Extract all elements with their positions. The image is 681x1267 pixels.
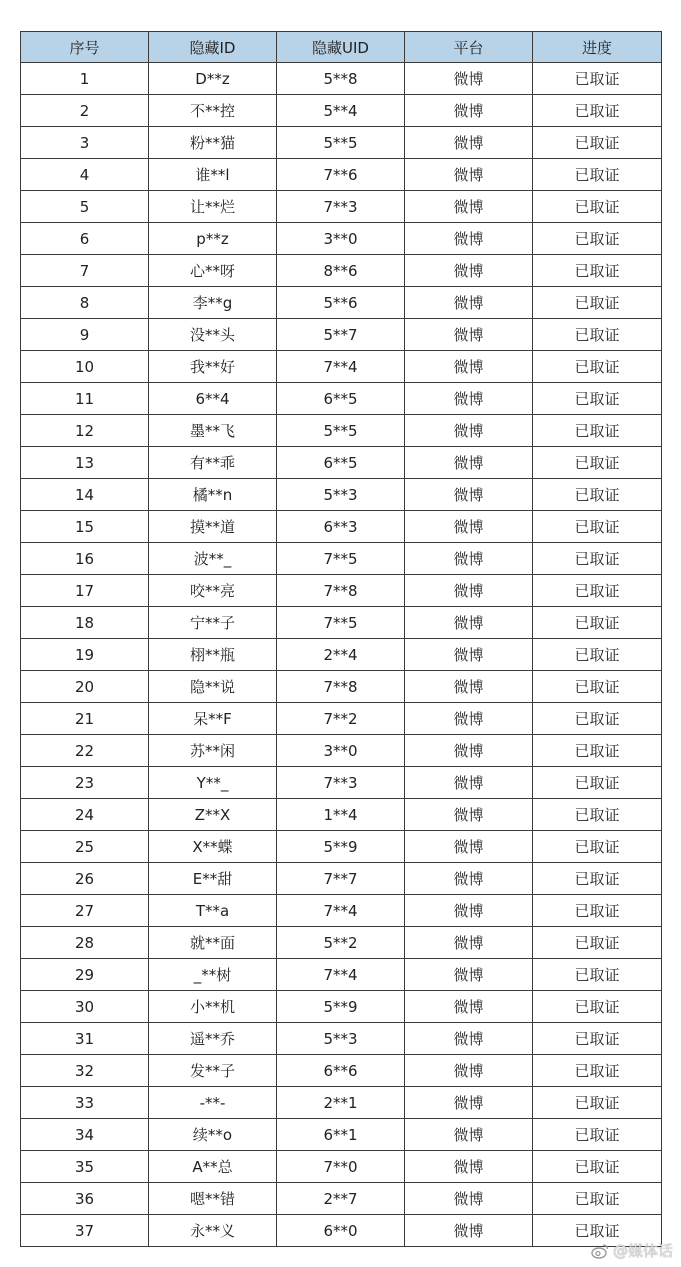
table-row <box>21 319 662 351</box>
cell-hidden-id: 就**面 <box>149 927 277 959</box>
cell-hidden-uid: 5**7 <box>277 319 405 351</box>
cell-index: 24 <box>21 799 149 831</box>
cell-platform: 微博 <box>405 543 533 575</box>
cell-hidden-uid: 8**6 <box>277 255 405 287</box>
cell-hidden-uid: 7**4 <box>277 351 405 383</box>
cell-index: 11 <box>21 383 149 415</box>
cell-platform: 微博 <box>405 1023 533 1055</box>
cell-index: 32 <box>21 1055 149 1087</box>
column-header-hidden-uid: 隐藏UID <box>277 32 405 63</box>
cell-hidden-uid: 3**0 <box>277 735 405 767</box>
table-row <box>21 831 662 863</box>
cell-hidden-uid: 7**5 <box>277 607 405 639</box>
table-row <box>21 607 662 639</box>
table-row <box>21 1215 662 1247</box>
cell-progress: 已取证 <box>533 543 662 575</box>
cell-hidden-uid: 2**4 <box>277 639 405 671</box>
cell-hidden-uid: 5**9 <box>277 991 405 1023</box>
cell-index: 31 <box>21 1023 149 1055</box>
cell-platform: 微博 <box>405 1087 533 1119</box>
cell-platform: 微博 <box>405 383 533 415</box>
cell-index: 7 <box>21 255 149 287</box>
cell-platform: 微博 <box>405 767 533 799</box>
cell-platform: 微博 <box>405 63 533 95</box>
cell-index: 1 <box>21 63 149 95</box>
table-row <box>21 735 662 767</box>
table-row <box>21 479 662 511</box>
cell-hidden-id: p**z <box>149 223 277 255</box>
table-row <box>21 863 662 895</box>
cell-hidden-id: 李**g <box>149 287 277 319</box>
table-row <box>21 191 662 223</box>
cell-progress: 已取证 <box>533 159 662 191</box>
cell-hidden-id: -**- <box>149 1087 277 1119</box>
table-row <box>21 927 662 959</box>
cell-hidden-uid: 2**7 <box>277 1183 405 1215</box>
cell-progress: 已取证 <box>533 703 662 735</box>
table-row <box>21 287 662 319</box>
cell-progress: 已取证 <box>533 575 662 607</box>
cell-index: 3 <box>21 127 149 159</box>
cell-hidden-id: 宁**子 <box>149 607 277 639</box>
column-header-platform: 平台 <box>405 32 533 63</box>
table-header <box>21 32 662 63</box>
table-row <box>21 63 662 95</box>
cell-progress: 已取证 <box>533 447 662 479</box>
table-row <box>21 1023 662 1055</box>
cell-index: 21 <box>21 703 149 735</box>
table-row <box>21 447 662 479</box>
cell-hidden-uid: 1**4 <box>277 799 405 831</box>
cell-hidden-id: 谁**l <box>149 159 277 191</box>
cell-progress: 已取证 <box>533 383 662 415</box>
cell-progress: 已取证 <box>533 767 662 799</box>
cell-hidden-id: T**a <box>149 895 277 927</box>
cell-hidden-uid: 7**8 <box>277 671 405 703</box>
table-row <box>21 383 662 415</box>
table-row <box>21 1119 662 1151</box>
table-row <box>21 799 662 831</box>
cell-hidden-id: 有**乖 <box>149 447 277 479</box>
table-row <box>21 1087 662 1119</box>
cell-progress: 已取证 <box>533 223 662 255</box>
table-row <box>21 1055 662 1087</box>
cell-hidden-uid: 7**5 <box>277 543 405 575</box>
cell-platform: 微博 <box>405 1215 533 1247</box>
table-row <box>21 543 662 575</box>
cell-progress: 已取证 <box>533 127 662 159</box>
cell-progress: 已取证 <box>533 63 662 95</box>
cell-progress: 已取证 <box>533 991 662 1023</box>
cell-hidden-id: 小**机 <box>149 991 277 1023</box>
cell-progress: 已取证 <box>533 1055 662 1087</box>
header-row <box>21 32 662 63</box>
cell-progress: 已取证 <box>533 351 662 383</box>
cell-hidden-id: X**蝶 <box>149 831 277 863</box>
evidence-table <box>20 31 662 1247</box>
cell-progress: 已取证 <box>533 1183 662 1215</box>
cell-hidden-id: 遥**乔 <box>149 1023 277 1055</box>
cell-hidden-uid: 5**8 <box>277 63 405 95</box>
table-row <box>21 575 662 607</box>
cell-hidden-id: 咬**亮 <box>149 575 277 607</box>
table-row <box>21 127 662 159</box>
cell-index: 15 <box>21 511 149 543</box>
cell-platform: 微博 <box>405 799 533 831</box>
cell-hidden-uid: 7**0 <box>277 1151 405 1183</box>
cell-progress: 已取证 <box>533 1087 662 1119</box>
cell-index: 34 <box>21 1119 149 1151</box>
table-row <box>21 991 662 1023</box>
cell-platform: 微博 <box>405 159 533 191</box>
table-row <box>21 95 662 127</box>
cell-platform: 微博 <box>405 703 533 735</box>
cell-hidden-uid: 5**9 <box>277 831 405 863</box>
table-row <box>21 1183 662 1215</box>
cell-hidden-uid: 7**8 <box>277 575 405 607</box>
cell-progress: 已取证 <box>533 511 662 543</box>
cell-hidden-id: 栩**瓶 <box>149 639 277 671</box>
cell-index: 28 <box>21 927 149 959</box>
cell-progress: 已取证 <box>533 191 662 223</box>
cell-index: 14 <box>21 479 149 511</box>
table-row <box>21 255 662 287</box>
cell-hidden-id: Z**X <box>149 799 277 831</box>
cell-hidden-id: 隐**说 <box>149 671 277 703</box>
cell-platform: 微博 <box>405 671 533 703</box>
cell-hidden-id: 墨**飞 <box>149 415 277 447</box>
cell-progress: 已取证 <box>533 287 662 319</box>
cell-index: 18 <box>21 607 149 639</box>
cell-index: 16 <box>21 543 149 575</box>
cell-hidden-id: 让**烂 <box>149 191 277 223</box>
cell-hidden-uid: 5**6 <box>277 287 405 319</box>
table-row <box>21 639 662 671</box>
column-header-progress: 进度 <box>533 32 662 63</box>
cell-platform: 微博 <box>405 1119 533 1151</box>
cell-platform: 微博 <box>405 319 533 351</box>
cell-hidden-id: 我**好 <box>149 351 277 383</box>
cell-platform: 微博 <box>405 287 533 319</box>
cell-hidden-id: 苏**闲 <box>149 735 277 767</box>
cell-platform: 微博 <box>405 607 533 639</box>
cell-hidden-id: 不**控 <box>149 95 277 127</box>
cell-index: 19 <box>21 639 149 671</box>
cell-platform: 微博 <box>405 415 533 447</box>
cell-hidden-id: 呆**F <box>149 703 277 735</box>
cell-hidden-id: E**甜 <box>149 863 277 895</box>
table-row <box>21 159 662 191</box>
cell-progress: 已取证 <box>533 1023 662 1055</box>
cell-progress: 已取证 <box>533 479 662 511</box>
cell-platform: 微博 <box>405 991 533 1023</box>
cell-progress: 已取证 <box>533 1215 662 1247</box>
cell-hidden-uid: 6**1 <box>277 1119 405 1151</box>
cell-hidden-uid: 2**1 <box>277 1087 405 1119</box>
cell-progress: 已取证 <box>533 735 662 767</box>
cell-index: 22 <box>21 735 149 767</box>
watermark <box>591 1240 673 1261</box>
cell-hidden-id: D**z <box>149 63 277 95</box>
cell-platform: 微博 <box>405 575 533 607</box>
column-header-index: 序号 <box>21 32 149 63</box>
cell-platform: 微博 <box>405 351 533 383</box>
cell-index: 2 <box>21 95 149 127</box>
cell-progress: 已取证 <box>533 319 662 351</box>
cell-platform: 微博 <box>405 735 533 767</box>
table-row <box>21 895 662 927</box>
table-row <box>21 703 662 735</box>
table-row <box>21 959 662 991</box>
cell-hidden-id: 续**o <box>149 1119 277 1151</box>
cell-hidden-id: Y**_ <box>149 767 277 799</box>
cell-hidden-id: 波**_ <box>149 543 277 575</box>
cell-hidden-id: 心**呀 <box>149 255 277 287</box>
cell-progress: 已取证 <box>533 255 662 287</box>
watermark-text: @媒体话 <box>612 1242 673 1260</box>
cell-progress: 已取证 <box>533 415 662 447</box>
column-header-hidden-id: 隐藏ID <box>149 32 277 63</box>
cell-hidden-uid: 6**3 <box>277 511 405 543</box>
weibo-icon <box>591 1243 609 1259</box>
cell-hidden-uid: 5**3 <box>277 479 405 511</box>
cell-hidden-uid: 6**5 <box>277 383 405 415</box>
cell-index: 17 <box>21 575 149 607</box>
cell-hidden-uid: 5**5 <box>277 415 405 447</box>
evidence-table-container <box>20 31 661 1247</box>
cell-progress: 已取证 <box>533 607 662 639</box>
cell-hidden-id: 橘**n <box>149 479 277 511</box>
table-row <box>21 415 662 447</box>
cell-hidden-id: 永**义 <box>149 1215 277 1247</box>
cell-hidden-uid: 7**4 <box>277 959 405 991</box>
cell-index: 12 <box>21 415 149 447</box>
cell-hidden-uid: 5**2 <box>277 927 405 959</box>
cell-index: 30 <box>21 991 149 1023</box>
cell-platform: 微博 <box>405 831 533 863</box>
cell-progress: 已取证 <box>533 95 662 127</box>
cell-hidden-uid: 7**4 <box>277 895 405 927</box>
cell-hidden-uid: 7**2 <box>277 703 405 735</box>
cell-hidden-uid: 7**7 <box>277 863 405 895</box>
cell-index: 13 <box>21 447 149 479</box>
cell-platform: 微博 <box>405 895 533 927</box>
cell-platform: 微博 <box>405 447 533 479</box>
cell-hidden-uid: 5**4 <box>277 95 405 127</box>
cell-platform: 微博 <box>405 191 533 223</box>
cell-platform: 微博 <box>405 927 533 959</box>
cell-hidden-uid: 7**6 <box>277 159 405 191</box>
cell-progress: 已取证 <box>533 959 662 991</box>
cell-index: 9 <box>21 319 149 351</box>
table-row <box>21 351 662 383</box>
cell-index: 20 <box>21 671 149 703</box>
cell-hidden-uid: 3**0 <box>277 223 405 255</box>
cell-hidden-uid: 6**5 <box>277 447 405 479</box>
cell-progress: 已取证 <box>533 895 662 927</box>
cell-hidden-id: 6**4 <box>149 383 277 415</box>
cell-platform: 微博 <box>405 511 533 543</box>
cell-index: 37 <box>21 1215 149 1247</box>
cell-index: 5 <box>21 191 149 223</box>
cell-progress: 已取证 <box>533 927 662 959</box>
cell-hidden-uid: 5**5 <box>277 127 405 159</box>
cell-platform: 微博 <box>405 479 533 511</box>
table-body <box>21 63 662 1247</box>
cell-progress: 已取证 <box>533 799 662 831</box>
cell-index: 26 <box>21 863 149 895</box>
cell-index: 27 <box>21 895 149 927</box>
cell-platform: 微博 <box>405 1151 533 1183</box>
cell-platform: 微博 <box>405 1055 533 1087</box>
cell-index: 36 <box>21 1183 149 1215</box>
cell-platform: 微博 <box>405 1183 533 1215</box>
cell-index: 8 <box>21 287 149 319</box>
cell-index: 33 <box>21 1087 149 1119</box>
cell-progress: 已取证 <box>533 1151 662 1183</box>
cell-platform: 微博 <box>405 959 533 991</box>
cell-progress: 已取证 <box>533 831 662 863</box>
table-row <box>21 223 662 255</box>
cell-hidden-id: 摸**道 <box>149 511 277 543</box>
cell-hidden-id: _**树 <box>149 959 277 991</box>
cell-index: 23 <box>21 767 149 799</box>
cell-hidden-uid: 6**6 <box>277 1055 405 1087</box>
cell-index: 29 <box>21 959 149 991</box>
table-row <box>21 1151 662 1183</box>
cell-hidden-id: 粉**猫 <box>149 127 277 159</box>
cell-index: 6 <box>21 223 149 255</box>
cell-hidden-uid: 5**3 <box>277 1023 405 1055</box>
table-row <box>21 671 662 703</box>
table-row <box>21 767 662 799</box>
cell-platform: 微博 <box>405 223 533 255</box>
cell-progress: 已取证 <box>533 863 662 895</box>
cell-platform: 微博 <box>405 127 533 159</box>
table-row <box>21 511 662 543</box>
cell-hidden-uid: 6**0 <box>277 1215 405 1247</box>
cell-index: 35 <box>21 1151 149 1183</box>
cell-hidden-id: A**总 <box>149 1151 277 1183</box>
cell-hidden-uid: 7**3 <box>277 767 405 799</box>
cell-hidden-id: 没**头 <box>149 319 277 351</box>
cell-hidden-id: 嗯**错 <box>149 1183 277 1215</box>
cell-hidden-id: 发**子 <box>149 1055 277 1087</box>
cell-platform: 微博 <box>405 639 533 671</box>
cell-index: 4 <box>21 159 149 191</box>
cell-platform: 微博 <box>405 95 533 127</box>
cell-progress: 已取证 <box>533 671 662 703</box>
cell-index: 10 <box>21 351 149 383</box>
cell-platform: 微博 <box>405 255 533 287</box>
cell-progress: 已取证 <box>533 1119 662 1151</box>
cell-progress: 已取证 <box>533 639 662 671</box>
cell-platform: 微博 <box>405 863 533 895</box>
cell-index: 25 <box>21 831 149 863</box>
cell-hidden-uid: 7**3 <box>277 191 405 223</box>
